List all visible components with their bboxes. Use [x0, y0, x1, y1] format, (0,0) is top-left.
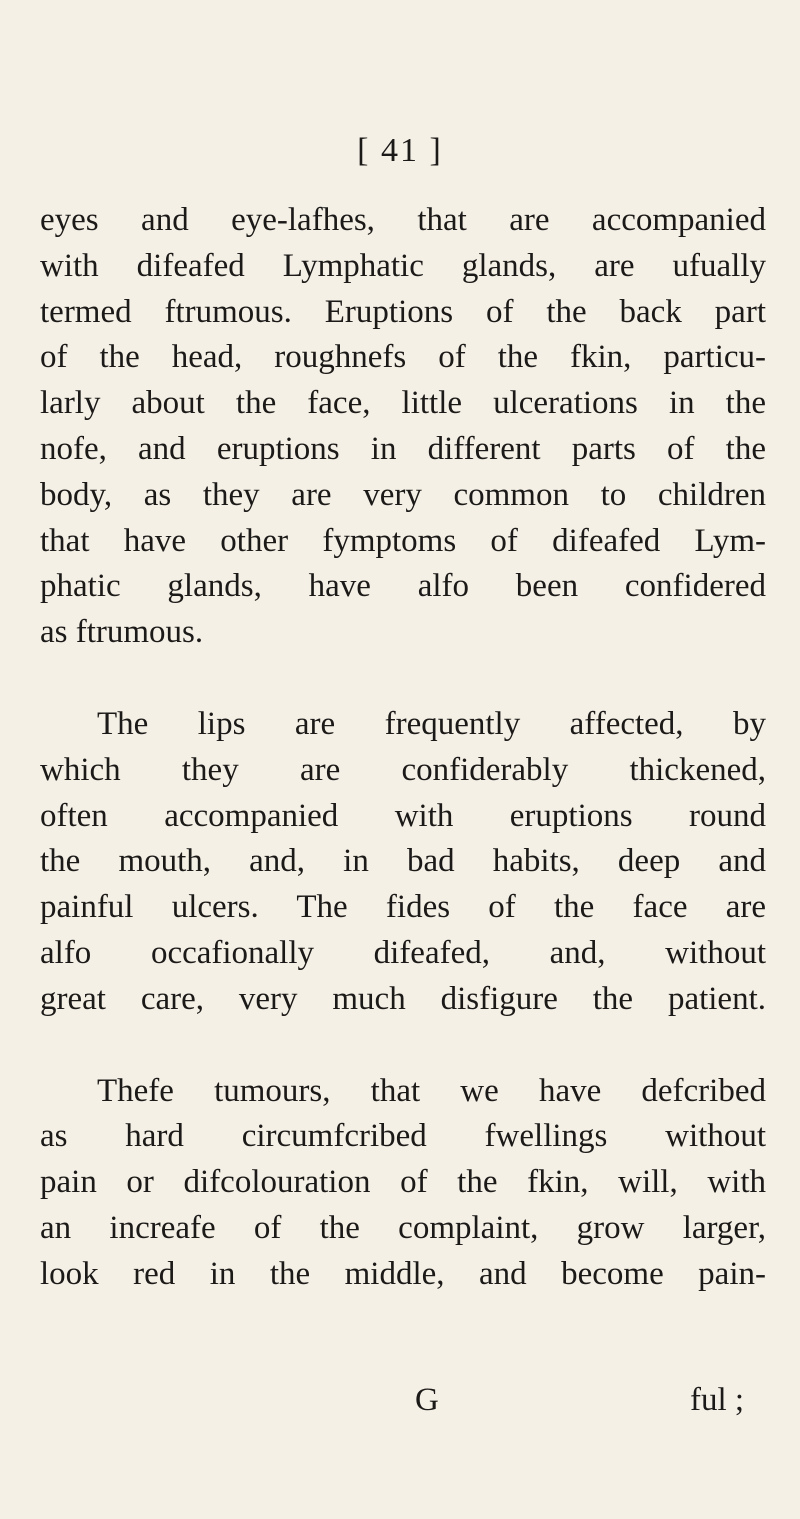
page-number: [ 41 ] — [357, 132, 443, 169]
text-line: great care, very much disfigure the patient. — [40, 980, 766, 1017]
text-line: look red in the middle, and become pain- — [40, 1255, 766, 1292]
body-text — [40, 198, 766, 1298]
text-line: often accompanied with eruptions round — [40, 797, 766, 834]
text-line: termed ftrumous. Eruptions of the back part — [40, 293, 766, 330]
text-line: as ftrumous. — [40, 614, 204, 651]
text-line: that have other fymptoms of difeafed Lym- — [40, 522, 766, 559]
text-line: the mouth, and, in bad habits, deep and — [40, 843, 766, 880]
text-line: Thefe tumours, that we have defcribed — [97, 1072, 766, 1109]
text-line: with difeafed Lymphatic glands, are ufually — [40, 247, 766, 284]
signature-mark: G — [415, 1382, 439, 1418]
text-line: nofe, and eruptions in different parts of the — [40, 430, 766, 467]
page-footer — [0, 1382, 800, 1428]
text-line: of the head, roughnefs of the fkin, particu- — [40, 339, 766, 376]
text-line: an increafe of the complaint, grow larger, — [40, 1209, 766, 1246]
paragraph-2 — [40, 702, 766, 1023]
text-line: which they are confiderably thickened, — [40, 751, 766, 788]
paragraph-3 — [40, 1069, 766, 1298]
text-line: pain or difcolouration of the fkin, will, with — [40, 1164, 766, 1201]
text-line: painful ulcers. The fides of the face are — [40, 889, 766, 926]
text-line: body, as they are very common to children — [40, 476, 766, 513]
text-line: larly about the face, little ulcerations in the — [40, 385, 766, 422]
text-line: The lips are frequently affected, by — [97, 705, 766, 742]
text-line: eyes and eye-lafhes, that are accompanied — [40, 202, 766, 238]
catchword: ful ; — [690, 1382, 745, 1418]
text-line: as hard circumfcribed fwellings without — [40, 1118, 766, 1155]
text-line: alfo occafionally difeafed, and, without — [40, 934, 766, 971]
paragraph-1 — [40, 198, 766, 656]
text-line: phatic glands, have alfo been confidered — [40, 568, 766, 605]
